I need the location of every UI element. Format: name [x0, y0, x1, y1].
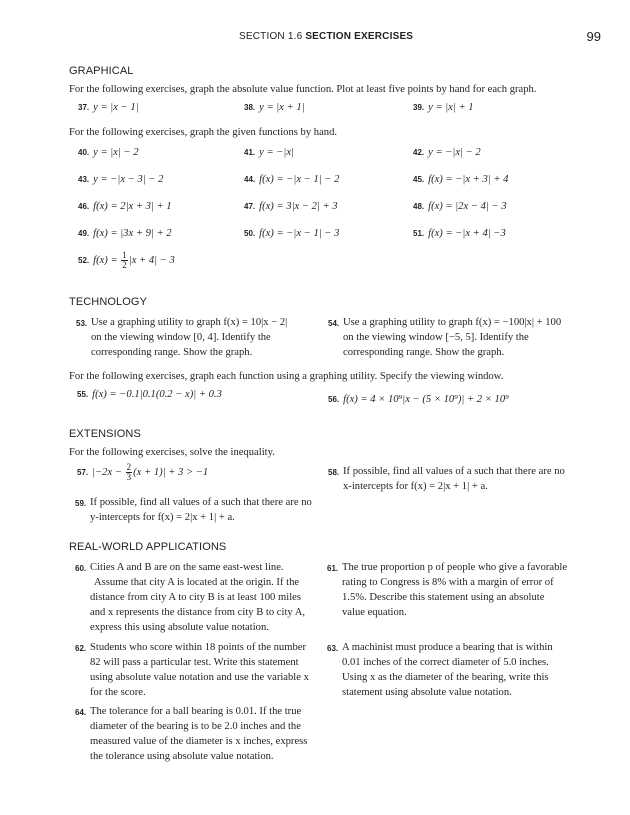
exercise-49: 49. f(x) = |3x + 9| + 2 [78, 228, 172, 239]
exercise-50: 50. f(x) = −|x − 1| − 3 [244, 228, 340, 239]
exercise-38: 38. y = |x + 1| [244, 102, 305, 113]
instruction-graphical-2: For the following exercises, graph the given functions by hand. [69, 127, 338, 138]
exercise-61: 61. The true proportion p of people who give a favorable rating to Congress is 8% with a margin of error of 1.5%. Describe this statement using an absolute value equation. [327, 562, 568, 618]
instruction-graphical-1: For the following exercises, graph the absolute value function. Plot at least five points by hand for each graph. [69, 84, 537, 95]
heading-technology: TECHNOLOGY [69, 296, 148, 308]
fraction: $\frac{1}{2}$ [122, 250, 127, 270]
exercise-57: 57. |−2x − $\frac{2}{3}$ (x + 1)| + 3 > −1 [77, 462, 209, 482]
instruction-technology: For the following exercises, graph each function using a graphing utility. Specify the viewing window. [69, 371, 504, 382]
exercise-39: 39. y = |x| + 1 [413, 102, 474, 113]
heading-graphical: GRAPHICAL [69, 65, 134, 77]
exercise-43: 43. y = −|x − 3| − 2 [78, 174, 164, 185]
exercise-46: 46. f(x) = 2|x + 3| + 1 [78, 201, 172, 212]
exercise-53: 53. Use a graphing utility to graph f(x) = 10|x − 2| on the viewing window [0, 4]. Identify the corresponding range. Show the graph. [76, 317, 288, 358]
exercise-60: 60. Cities A and B are on the same east-west line. Assume that city A is located at the origin. If the distance from city A to city B is at least 100 miles and x represents the distance from city B to city A, express this using absolute value notation. [75, 562, 306, 633]
exercise-52: 52. f(x) = $\frac{1}{2}$ |x + 4| − 3 [78, 250, 175, 270]
section-title: SECTION EXERCISES [305, 31, 414, 42]
exercise-56: 56. f(x) = 4 × 10⁹|x − (5 × 10⁹)| + 2 × 10⁹ [328, 394, 509, 405]
running-header [0, 31, 630, 47]
exercise-59: 59. If possible, find all values of a such that there are no y-intercepts for f(x) = 2|x + 1| + a. [75, 497, 312, 523]
exercise-41: 41. y = −|x| [244, 147, 294, 158]
instruction-extensions: For the following exercises, solve the inequality. [69, 447, 275, 458]
exercise-55: 55. f(x) = −0.1|0.1(0.2 − x)| + 0.3 [77, 389, 222, 400]
exercise-63: 63. A machinist must produce a bearing that is within 0.01 inches of the correct diameter of 5.0 inches. Using x as the diameter of the bearing, write this statement using absolute value notation. [327, 642, 553, 698]
exercise-44: 44. f(x) = −|x − 1| − 2 [244, 174, 340, 185]
exercise-48: 48. f(x) = |2x − 4| − 3 [413, 201, 507, 212]
section-label: SECTION 1.6 [239, 31, 303, 42]
exercise-47: 47. f(x) = 3|x − 2| + 3 [244, 201, 338, 212]
exercise-45: 45. f(x) = −|x + 3| + 4 [413, 174, 509, 185]
section-header [239, 31, 413, 42]
page-number: 99 [586, 29, 601, 44]
exercise-54: 54. Use a graphing utility to graph f(x) = −100|x| + 100 on the viewing window [−5, 5]. Identify the corresponding range. Show the graph. [328, 317, 562, 358]
exercise-62: 62. Students who score within 18 points of the number 82 will pass a particular test. Write this statement using absolute value notation and use the variable x for the score. [75, 642, 309, 698]
exercise-64: 64. The tolerance for a ball bearing is 0.01. If the true diameter of the bearing is to be 2.0 inches and the measured value of the diameter is x inches, express the tolerance using absolute value notation. [75, 706, 308, 762]
exercise-40: 40. y = |x| − 2 [78, 147, 139, 158]
heading-extensions: EXTENSIONS [69, 428, 141, 440]
exercise-58: 58. If possible, find all values of a such that there are no x-intercepts for f(x) = 2|x + 1| + a. [328, 466, 565, 492]
exercise-37: 37. y = |x − 1| [78, 102, 139, 113]
exercise-42: 42. y = −|x| − 2 [413, 147, 481, 158]
heading-real-world: REAL-WORLD APPLICATIONS [69, 541, 227, 553]
exercise-51: 51. f(x) = −|x + 4| −3 [413, 228, 506, 239]
fraction: $\frac{2}{3}$ [126, 462, 132, 482]
